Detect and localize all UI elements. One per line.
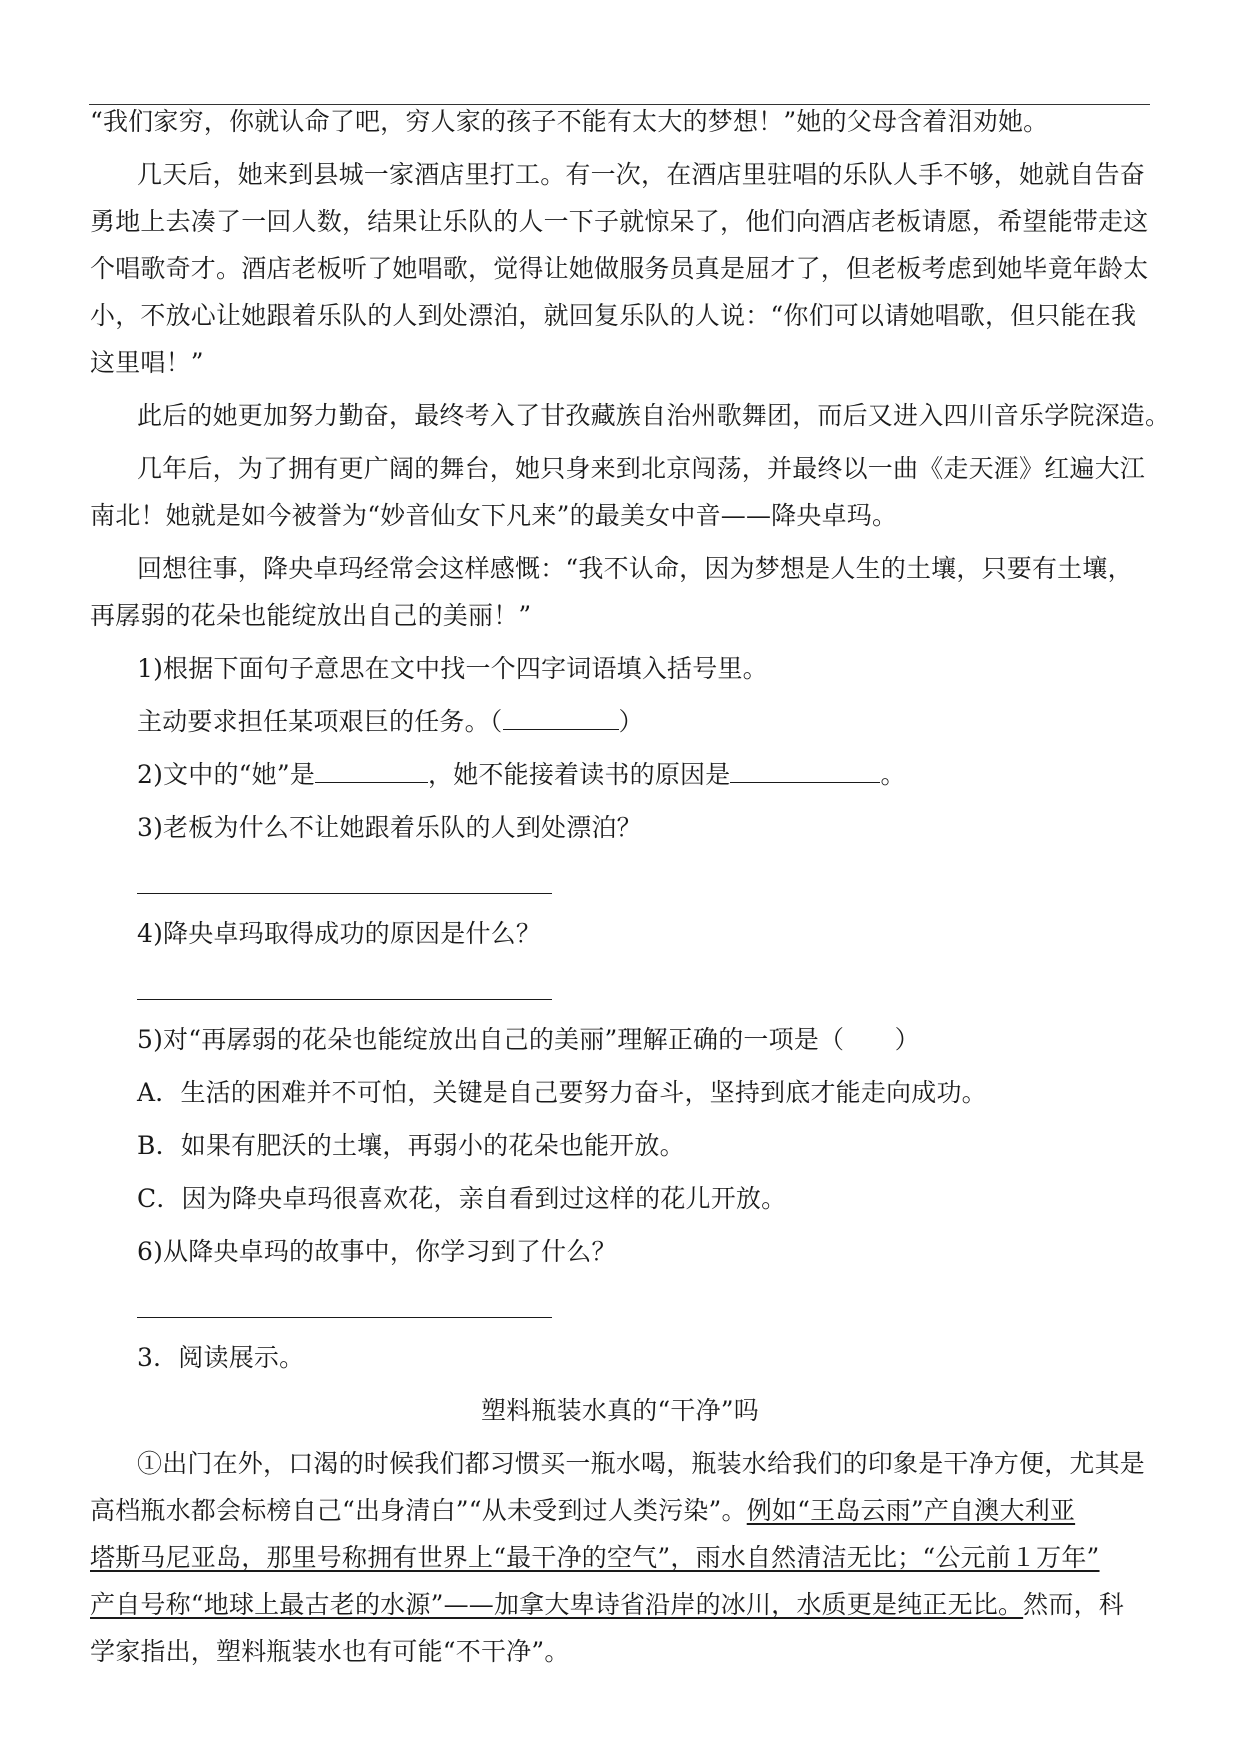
question-2-part-b: ，她不能接着读书的原因是 <box>428 760 731 789</box>
question-2 <box>137 760 1160 790</box>
passage-line: 几天后，她来到县城一家酒店里打工。有一次，在酒店里驻唱的乐队人手不够，她就自告奋 <box>137 160 1146 189</box>
option-c[interactable]: C．因为降央卓玛很喜欢花，亲自看到过这样的花儿开放。 <box>137 1184 787 1213</box>
passage-line: 几年后，为了拥有更广阔的舞台，她只身来到北京闯荡，并最终以一曲《走天涯》红遍大江 <box>137 454 1146 483</box>
passage-line: “我们家穷，你就认命了吧，穷人家的孩子不能有太大的梦想！”她的父母含着泪劝她。 <box>90 107 1049 136</box>
passage-line: 此后的她更加努力勤奋，最终考入了甘孜藏族自治州歌舞团，而后又进入四川音乐学院深造。 <box>137 401 1171 430</box>
answer-line-q4[interactable] <box>137 999 552 1000</box>
answer-line-q3[interactable] <box>137 893 552 894</box>
passage-line: 小，不放心让她跟着乐队的人到处漂泊，就回复乐队的人说：“你们可以请她唱歌，但只能在我 <box>90 301 1137 330</box>
question-6: 6)从降央卓玛的故事中，你学习到了什么？ <box>137 1237 617 1266</box>
article-line: 学家指出，塑料瓶装水也有可能“不干净”。 <box>90 1637 570 1666</box>
article-text: 高档瓶水都会标榜自己“出身清白”“从未受到过人类污染”。 <box>90 1496 747 1525</box>
option-a[interactable]: A．生活的困难并不可怕，关键是自己要努力奋斗，坚持到底才能走向成功。 <box>137 1078 987 1107</box>
article-title: 塑料瓶装水真的“干净”吗 <box>481 1396 759 1425</box>
article-line <box>90 1543 1160 1573</box>
question-2-part-c: 。 <box>880 760 906 789</box>
passage-line: 回想往事，降央卓玛经常会这样感慨：“我不认命，因为梦想是人生的土壤，只要有土壤， <box>137 554 1133 583</box>
article-line <box>90 1590 1160 1620</box>
question-1-prompt <box>137 707 1160 737</box>
passage-line: 再孱弱的花朵也能绽放出自己的美丽！” <box>90 601 532 630</box>
article-line <box>90 1496 1160 1526</box>
option-b[interactable]: B．如果有肥沃的土壤，再弱小的花朵也能开放。 <box>137 1131 685 1160</box>
answer-blank-q2-name[interactable] <box>315 760 428 783</box>
question-4: 4)降央卓玛取得成功的原因是什么？ <box>137 919 542 948</box>
answer-blank-q1[interactable] <box>503 707 619 730</box>
passage-line: 这里唱！” <box>90 348 204 377</box>
passage-line: 个唱歌奇才。酒店老板听了她唱歌，觉得让她做服务员真是屈才了，但老板考虑到她毕竟年龄太 <box>90 254 1149 283</box>
header-rule <box>89 104 1150 105</box>
passage-line: 南北！她就是如今被誉为“妙音仙女下凡来”的最美女中音——降央卓玛。 <box>90 501 898 530</box>
question-5: 5)对“再孱弱的花朵也能绽放出自己的美丽”理解正确的一项是（ ） <box>137 1025 920 1054</box>
question-1: 1)根据下面句子意思在文中找一个四字词语填入括号里。 <box>137 654 768 683</box>
answer-line-q6[interactable] <box>137 1317 552 1318</box>
answer-blank-q2-reason[interactable] <box>730 760 880 783</box>
underlined-example: 例如“王岛云雨”产自澳大利亚 <box>746 1496 1076 1525</box>
section-3-heading: 3．阅读展示。 <box>137 1343 305 1372</box>
question-1-prompt-text: 主动要求担任某项艰巨的任务。（ <box>137 707 503 736</box>
underlined-example: 产自号称“地球上最古老的水源”——加拿大卑诗省沿岸的冰川，水质更是纯正无比。 <box>90 1590 1024 1619</box>
underlined-example: 塔斯马尼亚岛，那里号称拥有世界上“最干净的空气”，雨水自然清洁无比；“公元前１万年” <box>90 1543 1100 1572</box>
question-2-part-a: 2)文中的“她”是 <box>137 760 316 789</box>
article-line: ①出门在外，口渴的时候我们都习惯买一瓶水喝，瓶装水给我们的印象是干净方便，尤其是 <box>137 1449 1146 1478</box>
question-1-prompt-close: ） <box>618 707 644 736</box>
question-3: 3)老板为什么不让她跟着乐队的人到处漂泊？ <box>137 813 642 842</box>
passage-line: 勇地上去凑了一回人数，结果让乐队的人一下子就惊呆了，他们向酒店老板请愿，希望能带走这 <box>90 207 1149 236</box>
article-text: 然而，科 <box>1023 1590 1124 1619</box>
